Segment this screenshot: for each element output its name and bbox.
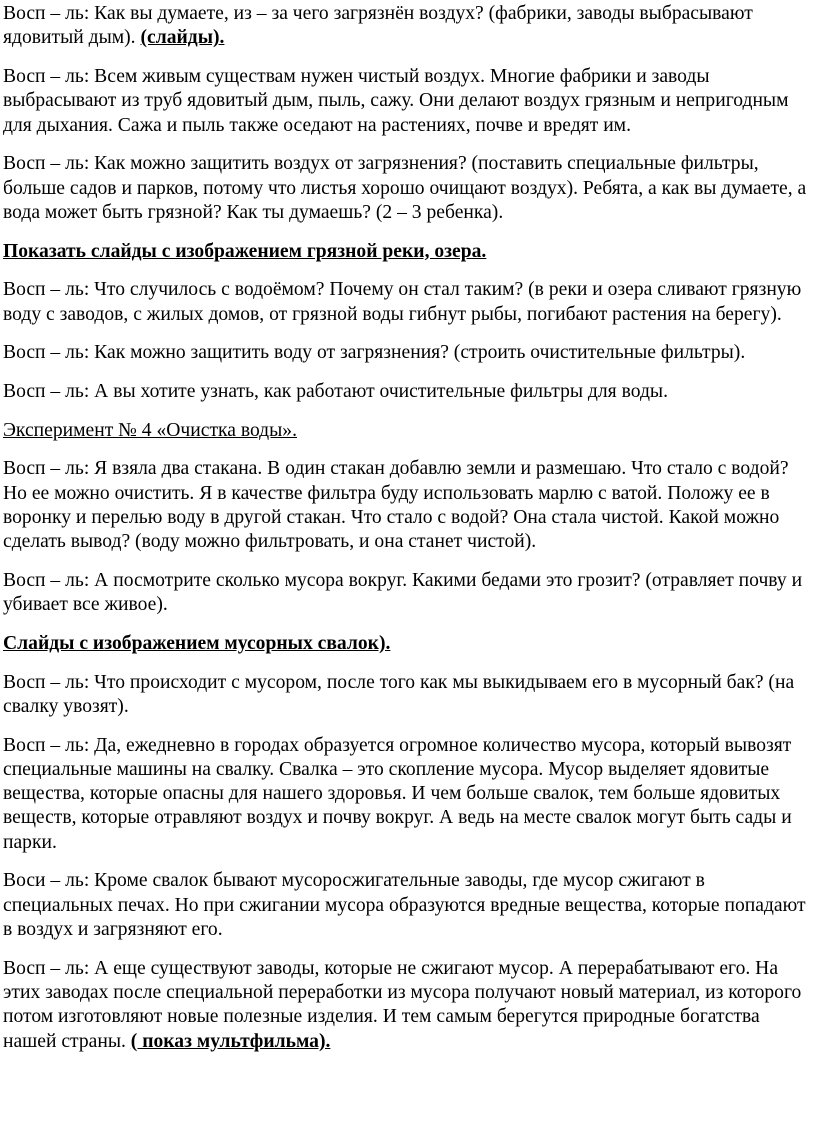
- paragraph-water-body: Восп – ль: Что случилось с водоёмом? Почему он стал таким? (в реки и озера сливают грязную воду с заводов, с жилых домов, от грязной воды гибнут рыбы, погибают растения на берегу).: [3, 279, 802, 325]
- paragraph-air-protection: Восп – ль: Как можно защитить воздух от загрязнения? (поставить специальные фильтры, больше садов и парков, потому что листья хорошо очищают воздух). Ребята, а как вы думаете, а вода может быть грязной? Как ты думаешь? (2 – 3 ребенка).: [3, 153, 807, 223]
- paragraph-water-protection: Восп – ль: Как можно защитить воду от загрязнения? (строить очистительные фильтры).: [3, 342, 746, 364]
- cartoon-note: ( показ мультфильма).: [130, 1030, 331, 1052]
- paragraph-text: Восп – ль: Как вы думаете, из – за чего загрязнён воздух? (фабрики, заводы выбрасывают ядовитый дым).: [3, 3, 753, 49]
- heading-experiment-4: Эксперимент № 4 «Очистка воды».: [3, 419, 298, 441]
- paragraph-garbage-question: Восп – ль: А посмотрите сколько мусора вокруг. Какими бедами это грозит? (отравляет почву и убивает все живое).: [3, 569, 803, 616]
- paragraph-landfills: Восп – ль: Да, ежедневно в городах образуется огромное количество мусора, который вывозят специальные машины на свалку. Свалка – это скопление мусора. Мусор выделяет ядовитые вещества, которые опасны для нашего здоровья. И чем больше свалок, тем больше ядовитых веществ, которые отравляют воздух и почву вокруг. А ведь на месте свалок могут быть сады и парки.: [3, 734, 792, 853]
- paragraph-garbage-destination: Восп – ль: Что происходит с мусором, после того как мы выкидываем его в мусорный бак? (на свалку увозят).: [3, 671, 795, 717]
- paragraph-clean-air: Восп – ль: Всем живым существам нужен чистый воздух. Многие фабрики и заводы выбрасывают из труб ядовитый дым, пыль, сажу. Они делают воздух грязным и непригодным для дыхания. Сажа и пыль также оседают на растениях, почве и вредят им.: [3, 65, 789, 136]
- paragraph-filters-question: Восп – ль: А вы хотите узнать, как работают очистительные фильтры для воды.: [3, 380, 668, 402]
- paragraph-text: Восп – ль: А еще существуют заводы, которые не сжигают мусор. А перерабатывают его. На этих заводах после специальной переработки из мусора получают новый материал, из которого потом изготовляют новые полезные изделия. И тем самым берегутся природные богатства нашей страны.: [3, 957, 802, 1052]
- slides-note: (слайды).: [140, 27, 225, 49]
- heading-dirty-river-slides: Показать слайды с изображением грязной реки, озера.: [3, 240, 487, 262]
- paragraph-incineration: Воси – ль: Кроме свалок бывают мусоросжигательные заводы, где мусор сжигают в специальных печах. Но при сжигании мусора образуются вредные вещества, которые попадают в воздух и загрязняют его.: [3, 870, 806, 940]
- paragraph-air-pollution-question: [3, 2, 808, 51]
- paragraph-recycling: [3, 957, 808, 1054]
- paragraph-experiment-description: Восп – ль: Я взяла два стакана. В один стакан добавлю земли и размешаю. Что стало с водой? Но ее можно очистить. Я в качестве фильтра буду использовать марлю с ватой. Положу ее в воронку и перелью воду в другой стакан. Что стало с водой? Она стала чистой. Какой можно сделать вывод? (воду можно фильтровать, и она станет чистой).: [3, 458, 789, 553]
- heading-landfill-slides: Слайды с изображением мусорных свалок).: [3, 632, 391, 654]
